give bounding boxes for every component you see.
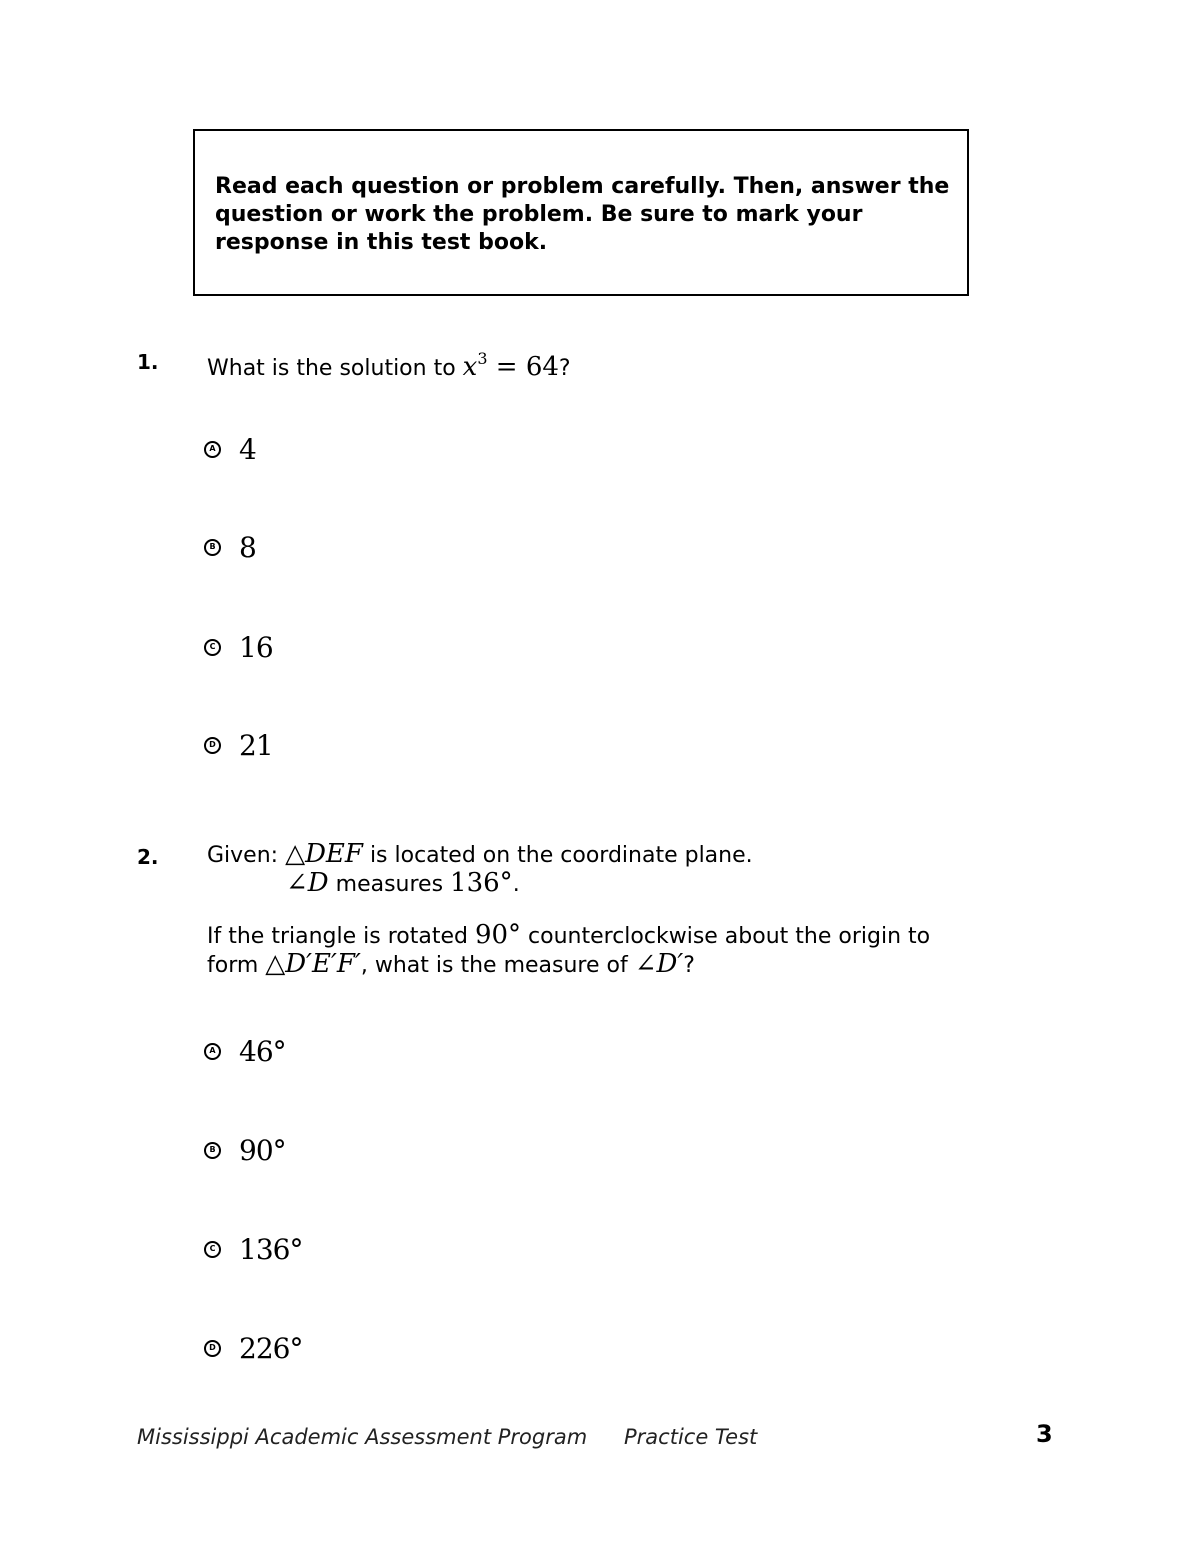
question-2-option-c[interactable] <box>204 1232 302 1266</box>
page-number: 3 <box>1036 1420 1053 1448</box>
question-1-math-base: x <box>462 352 478 382</box>
option-bubble[interactable]: C <box>204 639 221 656</box>
option-bubble[interactable]: B <box>204 1142 221 1159</box>
instructions-text: Read each question or problem carefully. Then, answer the question or work the problem. Be sure to mark your response in this test book. <box>215 174 950 255</box>
question-2-stem-line-2 <box>207 950 695 980</box>
stem-text-5: ? <box>683 953 695 978</box>
question-1-option-a[interactable] <box>204 432 256 466</box>
footer-test-label: Practice Test <box>624 1425 758 1449</box>
given-label: Given: <box>207 843 286 868</box>
footer-program: Mississippi Academic Assessment Program <box>137 1425 588 1449</box>
question-1-text: What is the solution to <box>207 356 463 381</box>
given-line-2-text: measures <box>328 872 451 897</box>
question-2-option-d[interactable] <box>204 1331 302 1365</box>
option-value: 46° <box>239 1034 286 1068</box>
image-angle: ∠D′ <box>634 949 684 979</box>
given-line-2-end: . <box>512 872 520 897</box>
question-2-option-a[interactable] <box>204 1034 286 1068</box>
question-1-prompt <box>207 344 571 383</box>
question-1-math-rest: = 64 <box>487 352 559 382</box>
question-1-text-end: ? <box>558 356 571 381</box>
question-1-number: 1. <box>137 350 159 374</box>
stem-text-2: counterclockwise about the origin to <box>521 924 931 949</box>
angle-d-value: 136° <box>450 868 513 898</box>
option-value: 16 <box>239 630 273 664</box>
given-line-1-text: is located on the coordinate plane. <box>362 843 753 868</box>
stem-text-3: form <box>207 953 266 978</box>
question-2-number: 2. <box>137 845 159 869</box>
option-bubble[interactable]: C <box>204 1241 221 1258</box>
option-bubble[interactable]: B <box>204 539 221 556</box>
option-value: 90° <box>239 1133 286 1167</box>
option-value: 136° <box>239 1232 303 1266</box>
question-1-option-c[interactable] <box>204 630 273 664</box>
option-value: 4 <box>239 432 256 466</box>
option-bubble[interactable]: A <box>204 1043 221 1060</box>
option-value: 226° <box>239 1331 303 1365</box>
question-2-given-line-2 <box>286 869 520 899</box>
option-bubble[interactable]: D <box>204 1340 221 1357</box>
question-1-option-b[interactable] <box>204 530 256 564</box>
angle-d: ∠D <box>286 868 329 898</box>
option-bubble[interactable]: D <box>204 737 221 754</box>
option-value: 21 <box>239 728 273 762</box>
question-1-math-exponent: 3 <box>477 349 488 368</box>
option-value: 8 <box>239 530 256 564</box>
stem-text-1: If the triangle is rotated <box>207 924 475 949</box>
option-bubble[interactable]: A <box>204 441 221 458</box>
question-2-option-b[interactable] <box>204 1133 286 1167</box>
instructions-box <box>193 129 969 296</box>
rotation-angle: 90° <box>474 920 522 950</box>
question-1-option-d[interactable] <box>204 728 273 762</box>
question-2-stem-line-1 <box>207 921 930 951</box>
question-2-given-line-1 <box>207 840 753 870</box>
stem-text-4: , what is the measure of <box>360 953 635 978</box>
triangle-def: △DEF <box>285 839 363 869</box>
image-triangle: △D′E′F′ <box>265 949 361 979</box>
